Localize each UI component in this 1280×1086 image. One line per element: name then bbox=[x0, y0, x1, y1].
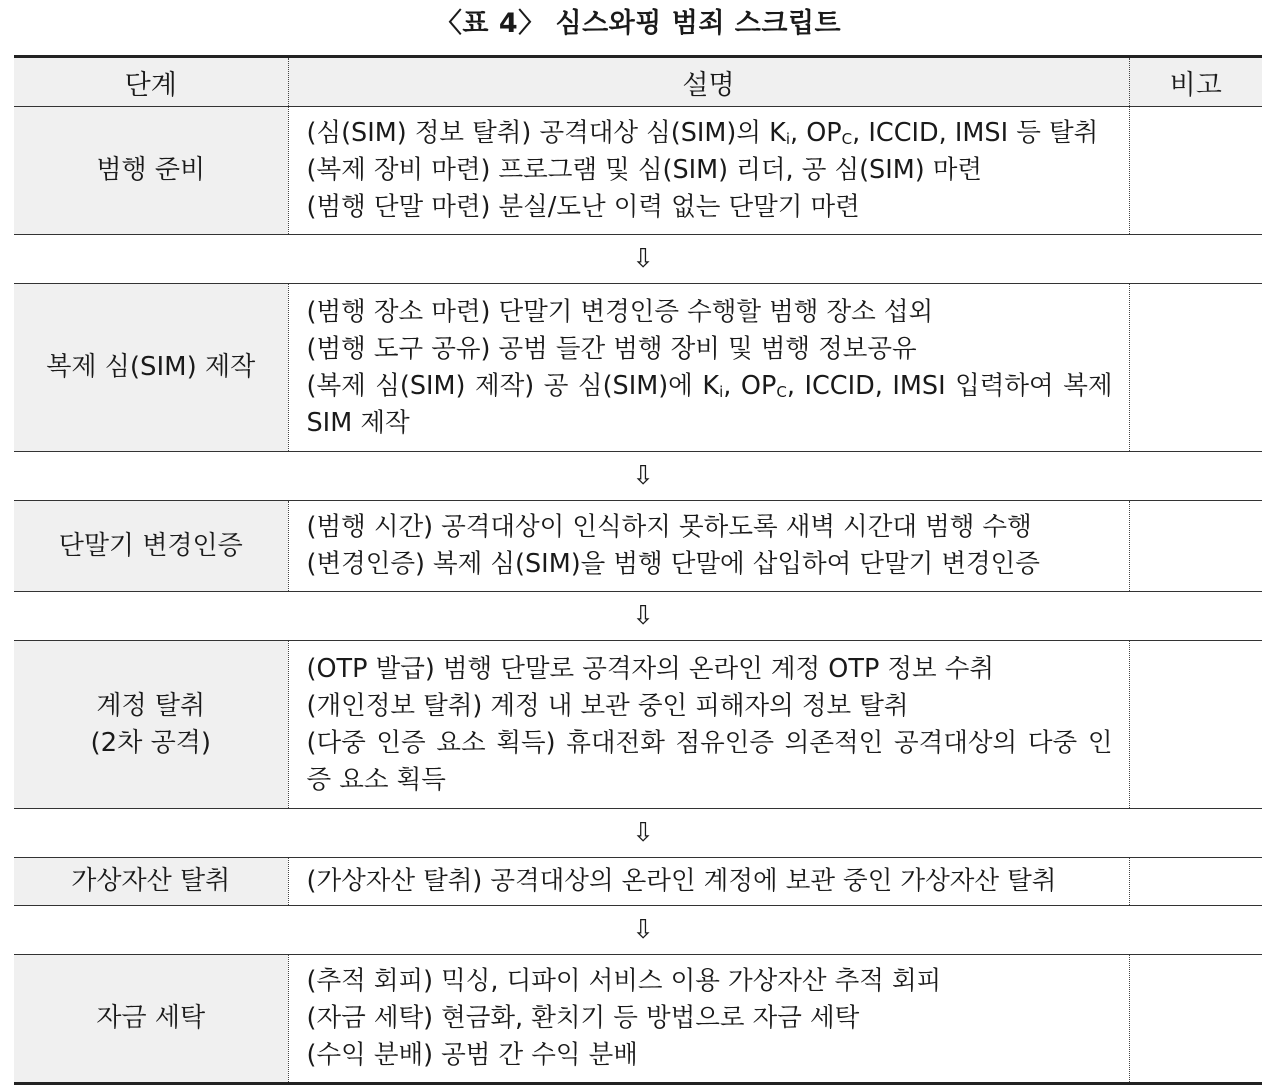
header-stage: 단계 bbox=[14, 57, 288, 107]
header-description: 설명 bbox=[288, 57, 1129, 107]
down-arrow-icon: ⇩ bbox=[632, 244, 654, 274]
stage-cell bbox=[14, 501, 288, 592]
stage-label: 범행 준비 bbox=[96, 155, 206, 185]
description-line: (범행 단말 마련) 분실/도난 이력 없는 단말기 마련 bbox=[306, 192, 860, 222]
note-cell bbox=[1129, 107, 1262, 235]
crime-script-table bbox=[14, 55, 1262, 1085]
note-cell bbox=[1129, 501, 1262, 592]
step-row bbox=[14, 284, 1262, 452]
stage-cell bbox=[14, 284, 288, 452]
flow-arrow-row bbox=[14, 906, 1262, 955]
stage-label: 복제 심(SIM) 제작 bbox=[46, 352, 256, 382]
description-cell bbox=[288, 107, 1129, 235]
stage-cell bbox=[14, 955, 288, 1084]
note-cell bbox=[1129, 641, 1262, 809]
note-cell bbox=[1129, 284, 1262, 452]
description-line: (복제 장비 마련) 프로그램 및 심(SIM) 리더, 공 심(SIM) 마련 bbox=[306, 155, 983, 185]
description-line: (심(SIM) 정보 탈취) 공격대상 심(SIM)의 $K_i$, $OP_C$, ICCID, IMSI 등 탈취 bbox=[306, 118, 1099, 148]
flow-arrow-row bbox=[14, 592, 1262, 641]
description-line: (복제 심(SIM) 제작) 공 심(SIM)에 $K_i$, $OP_C$, ICCID, IMSI 입력하여 복제 SIM 제작 bbox=[306, 370, 1113, 438]
step-row bbox=[14, 107, 1262, 235]
description-line: (가상자산 탈취) 공격대상의 온라인 계정에 보관 중인 가상자산 탈취 bbox=[306, 866, 1057, 896]
note-cell bbox=[1129, 955, 1262, 1084]
step-row bbox=[14, 858, 1262, 906]
description-cell bbox=[288, 501, 1129, 592]
down-arrow-icon: ⇩ bbox=[632, 915, 654, 945]
description-line: (OTP 발급) 범행 단말로 공격자의 온라인 계정 OTP 정보 수취 bbox=[306, 653, 995, 684]
description-cell bbox=[288, 284, 1129, 452]
description-line: (수익 분배) 공범 간 수익 분배 bbox=[306, 1040, 638, 1070]
header-note: 비고 bbox=[1129, 57, 1262, 107]
stage-cell bbox=[14, 641, 288, 809]
flow-arrow-row bbox=[14, 235, 1262, 284]
description-cell bbox=[288, 858, 1129, 906]
step-row bbox=[14, 955, 1262, 1084]
stage-label: 가상자산 탈취 bbox=[71, 866, 231, 896]
description-line: (변경인증) 복제 심(SIM)을 범행 단말에 삽입하여 단말기 변경인증 bbox=[306, 549, 1040, 579]
stage-label: 계정 탈취 bbox=[96, 690, 206, 721]
flow-arrow-row bbox=[14, 452, 1262, 501]
description-line: (범행 장소 마련) 단말기 변경인증 수행할 범행 장소 섭외 bbox=[306, 296, 934, 327]
description-line: (범행 도구 공유) 공범 들간 범행 장비 및 범행 정보공유 bbox=[306, 333, 917, 364]
description-line: (개인정보 탈취) 계정 내 보관 중인 피해자의 정보 탈취 bbox=[306, 690, 909, 721]
stage-label: 자금 세탁 bbox=[96, 1003, 206, 1033]
down-arrow-icon: ⇩ bbox=[632, 461, 654, 491]
description-line: (자금 세탁) 현금화, 환치기 등 방법으로 자금 세탁 bbox=[306, 1003, 860, 1033]
table-header-row bbox=[14, 57, 1262, 107]
down-arrow-icon: ⇩ bbox=[632, 818, 654, 848]
stage-label: 단말기 변경인증 bbox=[58, 530, 243, 561]
table-title: 〈표 4〉 심스와핑 범죄 스크립트 bbox=[434, 8, 842, 39]
step-row bbox=[14, 641, 1262, 809]
stage-cell bbox=[14, 858, 288, 906]
down-arrow-icon: ⇩ bbox=[632, 601, 654, 631]
description-line: (범행 시간) 공격대상이 인식하지 못하도록 새벽 시간대 범행 수행 bbox=[306, 512, 1032, 542]
description-line: (다중 인증 요소 획득) 휴대전화 점유인증 의존적인 공격대상의 다중 인증 요소 획득 bbox=[306, 727, 1113, 795]
note-cell bbox=[1129, 858, 1262, 906]
step-row bbox=[14, 501, 1262, 592]
description-cell bbox=[288, 955, 1129, 1084]
stage-cell bbox=[14, 107, 288, 235]
flow-arrow-row bbox=[14, 809, 1262, 858]
description-cell bbox=[288, 641, 1129, 809]
stage-sublabel: (2차 공격) bbox=[90, 727, 211, 758]
description-line: (추적 회피) 믹싱, 디파이 서비스 이용 가상자산 추적 회피 bbox=[306, 966, 942, 996]
